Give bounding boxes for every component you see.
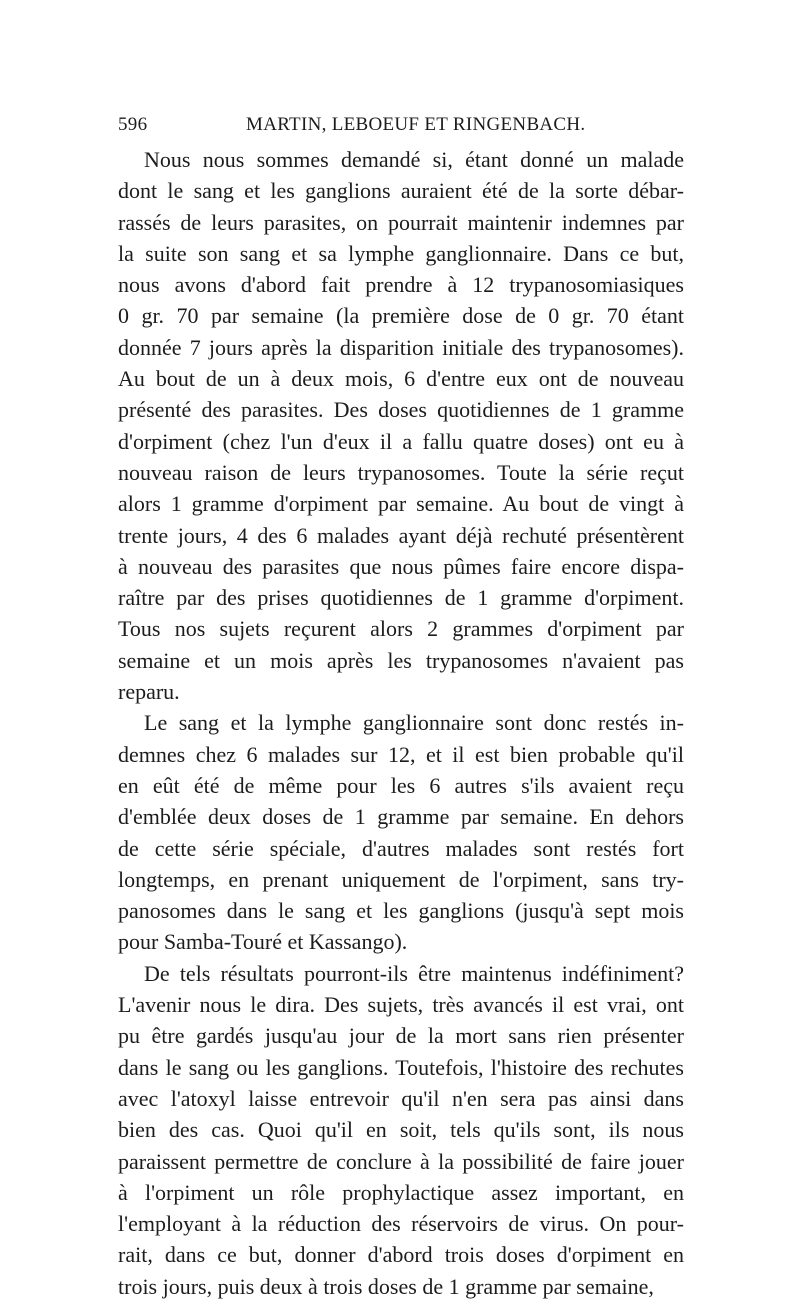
text-line: reparu. <box>118 679 180 705</box>
text-line: longtemps, en prenant uniquement de l'orpiment, sans try- <box>118 866 684 892</box>
text-line: bien des cas. Quoi qu'il en soit, tels qu'ils sont, ils nous <box>118 1117 684 1143</box>
running-head <box>118 114 684 144</box>
body-text <box>118 144 684 1302</box>
text-line: panosomes dans le sang et les ganglions (jusqu'à sept mois <box>118 898 684 924</box>
text-line: donnée 7 jours après la disparition initiale des trypanosomes). <box>118 334 684 360</box>
paragraph <box>118 958 684 1302</box>
text-line: présenté des parasites. Des doses quotidiennes de 1 gramme <box>118 397 684 423</box>
text-line: Tous nos sujets reçurent alors 2 grammes d'orpiment par <box>118 616 684 642</box>
text-line: Au bout de un à deux mois, 6 d'entre eux ont de nouveau <box>118 366 684 392</box>
paragraph <box>118 144 684 707</box>
text-line: pour Samba-Touré et Kassango). <box>118 929 408 955</box>
text-line: Le sang et la lymphe ganglionnaire sont donc restés in- <box>144 710 684 736</box>
text-line: dont le sang et les ganglions auraient été de la sorte débar- <box>118 178 684 204</box>
page-number: 596 <box>118 114 148 135</box>
text-line: Nous nous sommes demandé si, étant donné un malade <box>144 147 684 172</box>
text-line: d'emblée deux doses de 1 gramme par semaine. En dehors <box>118 804 684 830</box>
text-line: à nouveau des parasites que nous pûmes faire encore dispa- <box>118 553 684 579</box>
text-line: alors 1 gramme d'orpiment par semaine. Au bout de vingt à <box>118 491 684 517</box>
text-line: dans le sang ou les ganglions. Toutefois, l'histoire des rechutes <box>118 1054 684 1080</box>
running-title: MARTIN, LEBOEUF ET RINGENBACH. <box>246 114 586 135</box>
text-line: avec l'atoxyl laisse entrevoir qu'il n'en sera pas ainsi dans <box>118 1085 684 1111</box>
text-line: 0 gr. 70 par semaine (la première dose de 0 gr. 70 étant <box>118 303 684 329</box>
text-line: d'orpiment (chez l'un d'eux il a fallu quatre doses) ont eu à <box>118 428 684 454</box>
text-line: demnes chez 6 malades sur 12, et il est bien probable qu'il <box>118 741 684 767</box>
text-line: raître par des prises quotidiennes de 1 gramme d'orpiment. <box>118 585 684 611</box>
text-line: en eût été de même pour les 6 autres s'ils avaient reçu <box>118 772 684 798</box>
text-line: l'employant à la réduction des réservoirs de virus. On pour- <box>118 1211 684 1237</box>
text-line: L'avenir nous le dira. Des sujets, très avancés il est vrai, ont <box>118 992 684 1018</box>
text-line: paraissent permettre de conclure à la possibilité de faire jouer <box>118 1148 684 1174</box>
text-line: rait, dans ce but, donner d'abord trois doses d'orpiment en <box>118 1242 684 1268</box>
document-page <box>118 114 684 1302</box>
text-line: trois jours, puis deux à trois doses de 1 gramme par semaine, <box>118 1273 654 1299</box>
text-line: de cette série spéciale, d'autres malades sont restés fort <box>118 835 684 861</box>
text-line: semaine et un mois après les trypanosomes n'avaient pas <box>118 647 684 673</box>
text-line: nouveau raison de leurs trypanosomes. Toute la série reçut <box>118 459 684 485</box>
text-line: nous avons d'abord fait prendre à 12 trypanosomiasiques <box>118 272 684 298</box>
text-line: la suite son sang et sa lymphe ganglionnaire. Dans ce but, <box>118 240 684 266</box>
text-line: trente jours, 4 des 6 malades ayant déjà rechuté présentèrent <box>118 522 684 548</box>
text-line: à l'orpiment un rôle prophylactique assez important, en <box>118 1179 684 1205</box>
text-line: pu être gardés jusqu'au jour de la mort sans rien présenter <box>118 1023 684 1049</box>
paragraph <box>118 707 684 957</box>
text-line: rassés de leurs parasites, on pourrait maintenir indemnes par <box>118 209 684 235</box>
text-line: De tels résultats pourront-ils être maintenus indéfiniment? <box>144 960 684 986</box>
